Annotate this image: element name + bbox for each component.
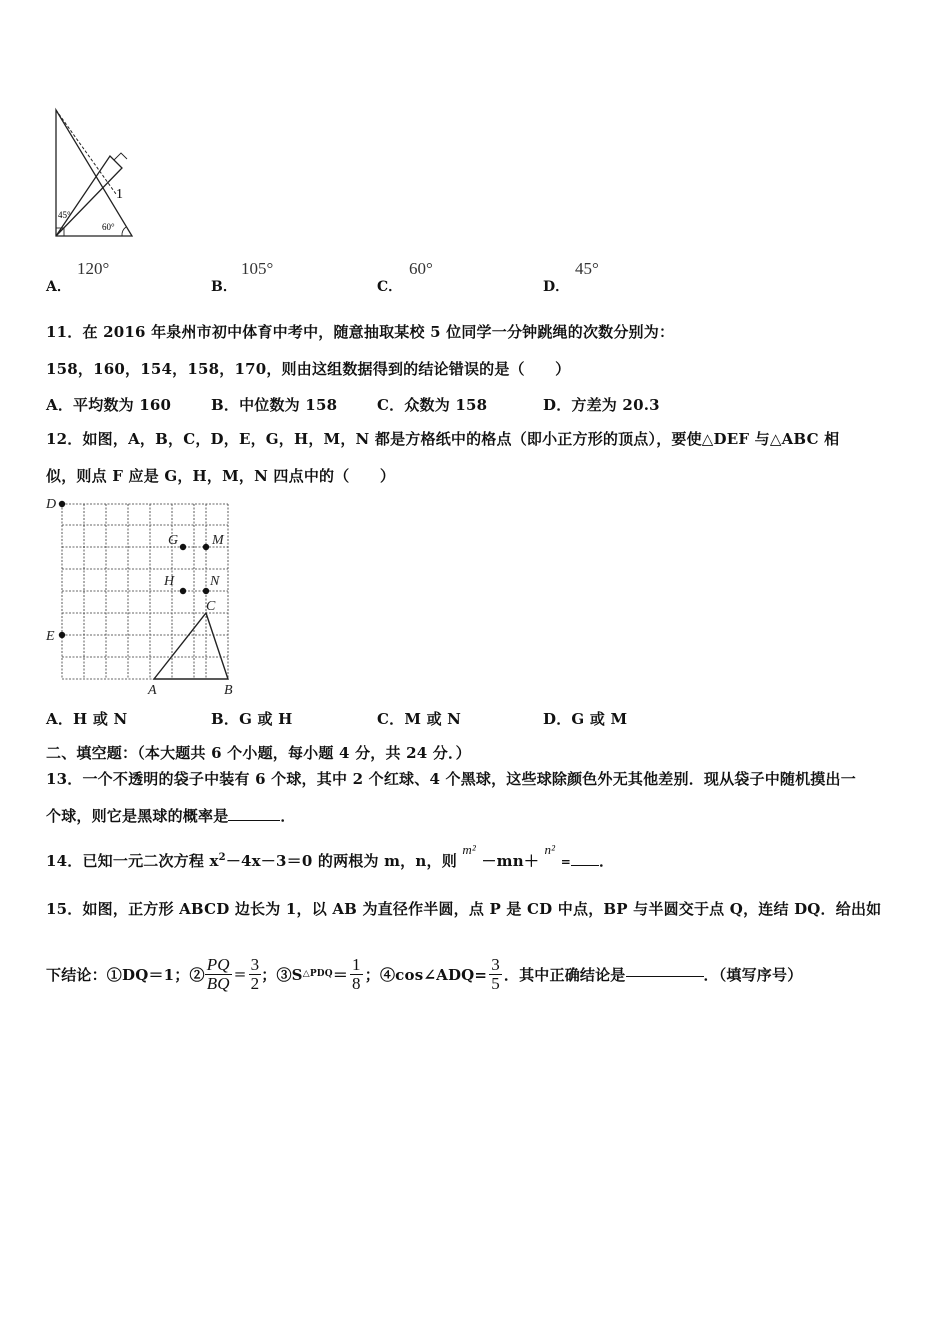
point-d	[59, 501, 65, 507]
point-n	[203, 588, 209, 594]
label-g: G	[168, 533, 179, 548]
label-d: D	[46, 497, 57, 512]
q15-fraction-1-8	[350, 956, 363, 993]
point-e	[59, 632, 65, 638]
point-h	[180, 588, 186, 594]
q14-sup-2: 2	[218, 852, 226, 863]
q15-eq2: ＝	[332, 965, 349, 984]
q12-option-c: C．M 或 N	[377, 710, 462, 728]
q15-part3: ；③S	[261, 965, 303, 984]
angle-60-label: 60°	[102, 222, 115, 232]
q15-text-a: 下结论：①DQ＝1；②	[46, 965, 205, 984]
label-a: A	[148, 683, 157, 698]
q11-line-1: 11．在 2016 年泉州市初中体育中考中，随意抽取某校 5 位同学一分钟跳绳的次数分别为：	[46, 323, 675, 341]
q14-text-d: =	[560, 855, 571, 869]
q13-line-1: 13．一个不透明的袋子中装有 6 个球，其中 2 个红球、4 个黑球，这些球除颜色外无其他差别．现从袋子中随机摸出一	[46, 770, 856, 788]
section-2-title: 二、填空题：（本大题共 6 个小题，每小题 4 分，共 24 分．）	[46, 744, 471, 762]
q15-part4: ；④cos∠ADQ=	[364, 965, 488, 984]
q14-text-e: ．	[598, 852, 615, 870]
q14-n-squared: n²	[544, 842, 556, 857]
q14-m-squared: m²	[462, 842, 477, 857]
triangle-figure	[44, 100, 144, 250]
q13-period: ．	[280, 807, 296, 825]
dashed-line	[56, 110, 116, 194]
label-e: E	[46, 629, 55, 644]
q12-line-2: 似，则点 F 应是 G，H，M，N 四点中的（ ）	[46, 467, 396, 485]
q15-sub-pdq: △PDQ	[302, 968, 333, 979]
q15-frac4-num: 3	[491, 955, 500, 974]
q15-answer-blank[interactable]	[626, 976, 704, 977]
q15-eq1: =	[233, 965, 247, 984]
q10-option-c-value: 60°	[409, 259, 433, 278]
q15-frac1-num: PQ	[206, 955, 230, 974]
label-b: B	[224, 683, 233, 698]
point-g	[180, 544, 186, 550]
label-c: C	[206, 599, 216, 614]
q10-option-d-letter: D．	[543, 279, 570, 295]
q14-line	[46, 842, 615, 871]
q10-option-b-letter: B．	[211, 279, 237, 295]
grid-figure	[44, 494, 244, 700]
q15-part6: ．（填写序号）	[703, 965, 803, 984]
q11-option-d: D．方差为 20.3	[543, 396, 660, 414]
q12-line-1: 12．如图，A，B，C，D，E，G，H，M，N 都是方格纸中的格点（即小正方形的顶点），要使△DEF 与△ABC 相	[46, 430, 840, 448]
right-angle-mark-2	[114, 153, 127, 160]
q10-option-b-value: 105°	[241, 259, 274, 278]
q13-line-2	[46, 805, 296, 826]
q11-option-a: A．平均数为 160	[46, 396, 172, 414]
label-m: M	[212, 533, 224, 548]
q10-option-c-letter: C．	[377, 279, 403, 295]
q13-answer-blank[interactable]	[228, 820, 280, 821]
q10-option-a-letter: A．	[46, 279, 71, 295]
q15-part5: ．其中正确结论是	[503, 965, 626, 984]
q14-answer-blank[interactable]	[571, 865, 599, 866]
q15-fraction-pq-bq	[205, 956, 232, 993]
q15-frac2-den: 2	[250, 973, 260, 993]
point-m	[203, 544, 209, 550]
q11-option-b: B．中位数为 158	[211, 396, 338, 414]
label-h: H	[164, 574, 175, 589]
q14-text-c: －mn＋	[481, 852, 540, 870]
q15-fraction-3-5	[489, 956, 502, 993]
q15-frac3-num: 1	[352, 955, 361, 974]
q15-line-1: 15．如图，正方形 ABCD 边长为 1，以 AB 为直径作半圆，点 P 是 CD 中点，BP 与半圆交于点 Q，连结 DQ．给出如	[46, 900, 882, 918]
q11-line-2: 158，160，154，158，170，则由这组数据得到的结论错误的是（ ）	[46, 360, 571, 378]
q15-frac4-den: 5	[491, 973, 500, 993]
q12-option-a: A．H 或 N	[46, 710, 128, 728]
angle-45-label: 45°	[58, 210, 71, 220]
q11-option-c: C．众数为 158	[377, 396, 488, 414]
q15-frac2-num: 3	[250, 955, 260, 974]
triangle-abc	[154, 613, 228, 679]
q15-fraction-3-2	[249, 956, 262, 993]
q14-text-b: －4x－3＝0 的两根为 m，n，则	[225, 852, 457, 870]
q15-frac3-den: 8	[352, 973, 361, 993]
q10-option-d-value: 45°	[575, 259, 599, 278]
q12-option-b: B．G 或 H	[211, 710, 293, 728]
q10-option-a-value: 120°	[77, 259, 110, 278]
q15-line-2	[46, 956, 802, 993]
q14-text-a: 14．已知一元二次方程 x	[46, 852, 219, 870]
angle-1-label: 1	[116, 187, 123, 202]
label-n: N	[210, 574, 220, 589]
q13-text: 个球，则它是黑球的概率是	[46, 807, 229, 825]
q12-option-d: D．G 或 M	[543, 710, 628, 728]
q15-frac1-den: BQ	[206, 973, 230, 993]
